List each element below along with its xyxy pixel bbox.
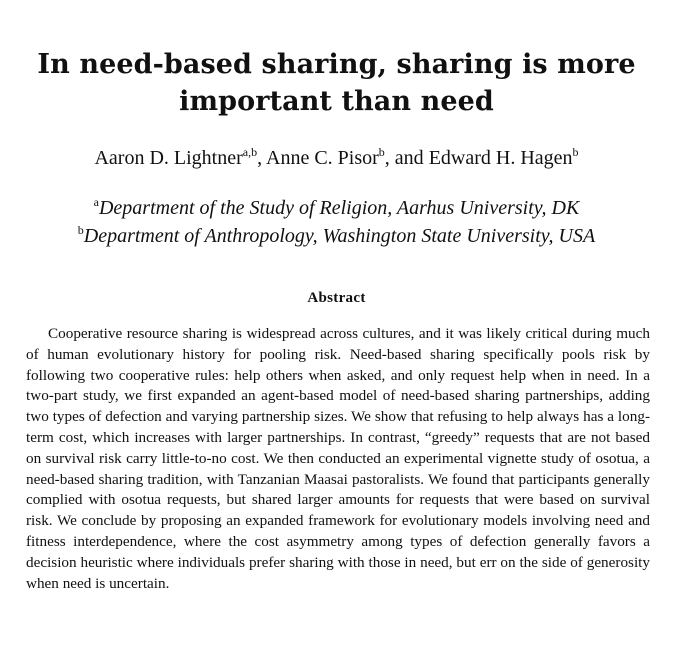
title-line-1: In need-based sharing, sharing is more — [37, 49, 636, 80]
author-name: Anne C. Pisor — [266, 147, 379, 169]
author-affiliation-mark: b — [378, 145, 385, 159]
author-name: Aaron D. Lightner — [94, 147, 243, 169]
abstract-body: Cooperative resource sharing is widespread across cultures, and it was likely critical during much of human evolutionary history for pooling risk. Need-based sharing specifically pools risk by following two cooperative rules: help others when asked, and only request help when in need. In a two-part study, we first expanded an agent-based model of need-based sharing partnerships, adding two types of defection and varying partnership sizes. We show that refusing to help always has a long-term cost, which increases with larger partnerships. In contrast, “greedy” requests that are not based on survival risk carry little-to-no cost. We then conducted an experimental vignette study of osotua, a need-based sharing tradition, with Tanzanian Maasai pastoralists. We found that participants generally complied with osotua requests, but shared larger amounts for requests that were based on survival risk. We conclude by proposing an expanded framework for evolutionary models involving need and fitness interdependence, where the cost asymmetry among types of defection generally favors a decision heuristic where individuals prefer sharing with those in need, but err on the side of generosity when need is uncertain. — [26, 325, 650, 592]
author-list — [10, 146, 663, 170]
author-name: Edward H. Hagen — [428, 147, 573, 169]
affiliation-item — [10, 194, 663, 222]
affiliation-list — [10, 194, 663, 250]
title-line-2: important than need — [179, 86, 494, 117]
abstract-heading: Abstract — [307, 290, 366, 306]
affiliation-text: Department of Anthropology, Washington State University, USA — [83, 225, 596, 247]
author-affiliation-mark: a,b — [242, 145, 258, 159]
affiliation-mark: b — [77, 223, 84, 237]
affiliation-text: Department of the Study of Religion, Aarhus University, DK — [98, 197, 580, 219]
affiliation-mark: a — [93, 195, 99, 209]
affiliation-item — [10, 222, 663, 250]
paper-title — [20, 46, 653, 120]
author-affiliation-mark: b — [572, 145, 579, 159]
author-separator: , — [257, 147, 266, 169]
author-separator: , and — [384, 147, 429, 169]
